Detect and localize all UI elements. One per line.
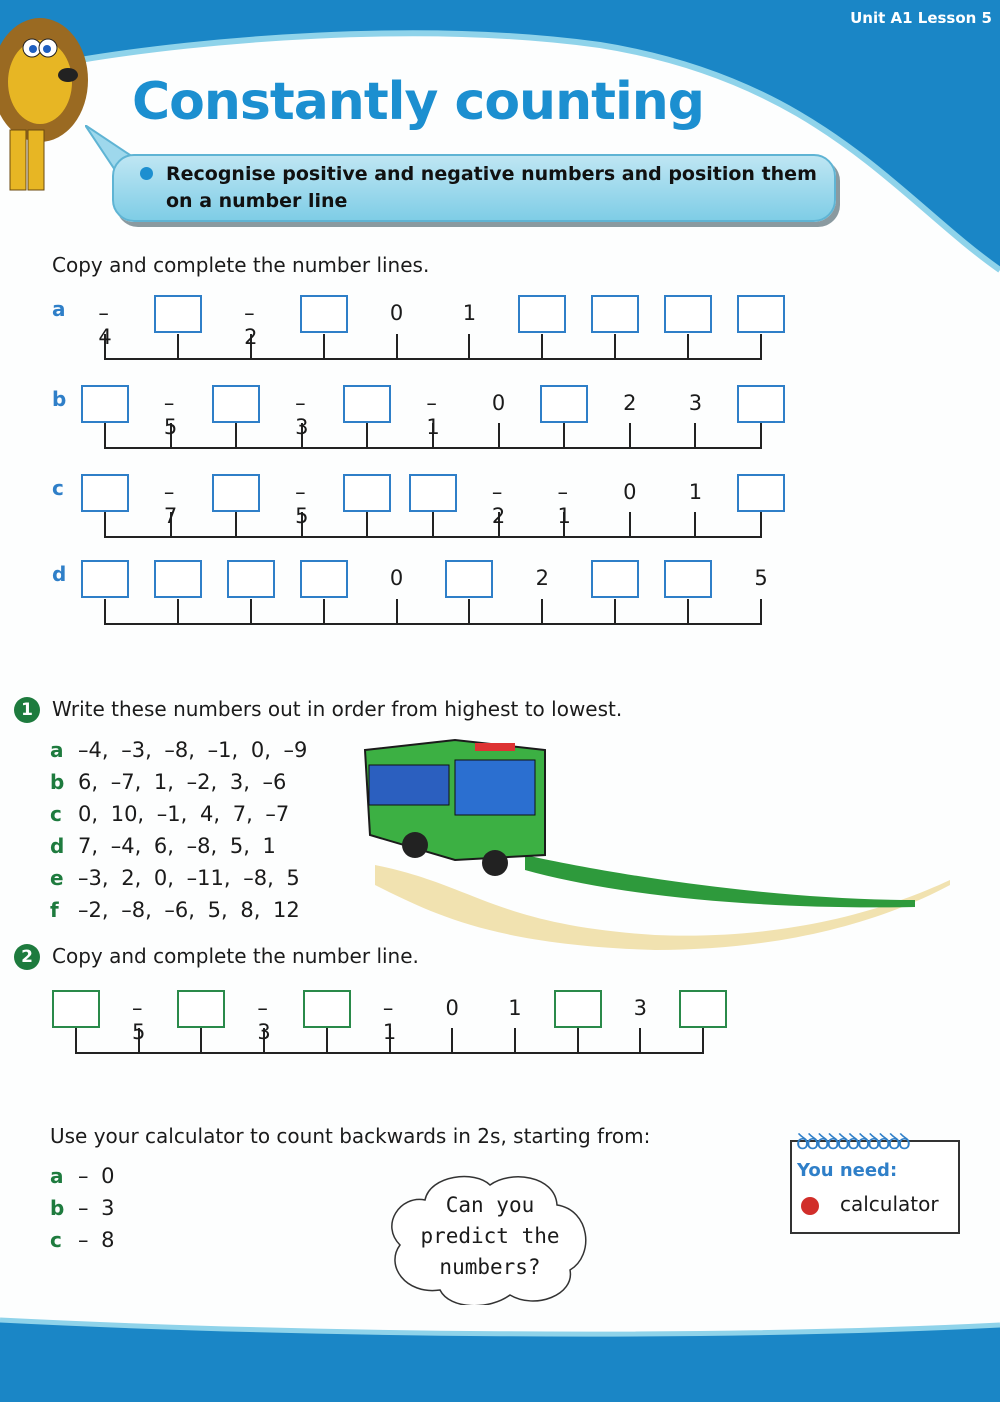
answer-box (664, 295, 712, 333)
answer-box (591, 295, 639, 333)
number-line-tick (760, 512, 762, 538)
item-letter: c (50, 802, 62, 826)
answer-box (81, 560, 129, 598)
number-line-tick (200, 1028, 202, 1054)
answer-box (664, 560, 712, 598)
answer-box (737, 474, 785, 512)
number-line-tick (104, 423, 106, 449)
number-line-tick (541, 334, 543, 360)
answer-box (300, 295, 348, 333)
section1-instruction: Copy and complete the number lines. (52, 253, 430, 277)
number-line-tick (639, 1028, 641, 1054)
answer-box (154, 560, 202, 598)
bullet-icon (140, 167, 153, 180)
tick-label: –5 (295, 480, 309, 528)
answer-box (518, 295, 566, 333)
number-line-tick (541, 599, 543, 625)
number-line-tick (177, 599, 179, 625)
number-line-tick (396, 334, 398, 360)
item-values: –4, –3, –8, –1, 0, –9 (78, 738, 308, 762)
tick-label: 3 (633, 996, 647, 1020)
item-letter: f (50, 898, 59, 922)
answer-box (52, 990, 100, 1028)
line-letter: a (52, 297, 66, 321)
bus-illustration (355, 735, 955, 965)
tick-label: 5 (754, 566, 768, 590)
number-line-base (104, 623, 762, 625)
number-line-tick (629, 512, 631, 538)
number-line-tick (468, 599, 470, 625)
number-line-tick (235, 423, 237, 449)
number-line-tick (687, 334, 689, 360)
tick-label: –3 (257, 996, 271, 1044)
line-letter: b (52, 387, 67, 411)
objective-text: Recognise positive and negative numbers and position them on a number line (166, 163, 817, 212)
item-value: – 0 (78, 1164, 115, 1188)
number-line-tick (760, 423, 762, 449)
number-line-tick (177, 334, 179, 360)
cloud-text (385, 1190, 595, 1283)
item-values: 0, 10, –1, 4, 7, –7 (78, 802, 290, 826)
item-letter: c (50, 1228, 62, 1252)
number-line-tick (468, 334, 470, 360)
footer-wave (0, 1300, 1000, 1402)
list-item (50, 1160, 115, 1192)
number-line-tick (694, 512, 696, 538)
item-letter: a (50, 1164, 64, 1188)
answer-box (300, 560, 348, 598)
cloud-line: predict the (420, 1224, 560, 1248)
list-item (50, 798, 307, 830)
number-line-tick (760, 599, 762, 625)
objective-bubble (112, 154, 836, 222)
number-line-tick (687, 599, 689, 625)
item-values: 7, –4, 6, –8, 5, 1 (78, 834, 276, 858)
tick-label: 2 (623, 391, 637, 415)
number-line-tick (577, 1028, 579, 1054)
spiral-binding-icon: ꝺꝺꝺꝺꝺꝺꝺꝺꝺꝺꝺ (796, 1130, 908, 1155)
number-line-tick (629, 423, 631, 449)
tick-label: 0 (389, 566, 404, 590)
thought-cloud (385, 1170, 595, 1305)
item-value: – 8 (78, 1228, 115, 1252)
calculator-bullet-icon (801, 1197, 819, 1215)
cloud-line: Can you (445, 1193, 535, 1217)
item-letter: b (50, 1196, 65, 1220)
answer-box (554, 990, 602, 1028)
answer-box (212, 474, 260, 512)
item-value: – 3 (78, 1196, 115, 1220)
number-line-tick (694, 423, 696, 449)
answer-box (445, 560, 493, 598)
number-line-tick (75, 1028, 77, 1054)
number-line-tick (366, 512, 368, 538)
answer-box (343, 474, 391, 512)
list-item (50, 830, 307, 862)
number-line-tick (104, 599, 106, 625)
number-line-tick (614, 334, 616, 360)
answer-box (303, 990, 351, 1028)
answer-box (737, 295, 785, 333)
number-line-base (104, 358, 762, 360)
tick-label: 1 (462, 301, 477, 325)
number-line-tick (498, 423, 500, 449)
list-item (50, 862, 307, 894)
q1-list (50, 734, 307, 926)
tick-label: –1 (557, 480, 571, 528)
tick-label: –5 (132, 996, 146, 1044)
number-line-tick (250, 599, 252, 625)
line-letter: c (52, 476, 64, 500)
list-item (50, 734, 307, 766)
section3-instruction: Use your calculator to count backwards in 2s, starting from: (50, 1124, 651, 1148)
number-line-tick (614, 599, 616, 625)
number-line-tick (104, 512, 106, 538)
tick-label: –5 (163, 391, 178, 439)
tick-label: –2 (491, 480, 506, 528)
number-line-tick (235, 512, 237, 538)
list-item (50, 894, 307, 926)
answer-box (227, 560, 275, 598)
number-line-tick (323, 334, 325, 360)
number-line-tick (432, 512, 434, 538)
tick-label: 0 (445, 996, 459, 1020)
tick-label: 1 (688, 480, 703, 504)
q1-instruction: Write these numbers out in order from highest to lowest. (52, 697, 623, 721)
item-values: –3, 2, 0, –11, –8, 5 (78, 866, 300, 890)
number-line-tick (323, 599, 325, 625)
unit-lesson-label: Unit A1 Lesson 5 (850, 9, 992, 27)
you-need-item: calculator (840, 1192, 939, 1216)
answer-box (591, 560, 639, 598)
tick-label: 3 (688, 391, 703, 415)
page-title: Constantly counting (132, 72, 705, 132)
answer-box (212, 385, 260, 423)
tick-label: –1 (382, 996, 397, 1044)
answer-box (409, 474, 457, 512)
tick-label: –7 (163, 480, 178, 528)
section3-list (50, 1160, 115, 1256)
tick-label: –2 (244, 301, 258, 349)
cloud-line: numbers? (439, 1255, 541, 1279)
you-need-title: You need: (797, 1160, 898, 1181)
item-letter: a (50, 738, 64, 762)
answer-box (81, 385, 129, 423)
item-values: –2, –8, –6, 5, 8, 12 (78, 898, 300, 922)
you-need-card (790, 1130, 960, 1234)
tick-label: 0 (389, 301, 404, 325)
tick-label: 2 (535, 566, 550, 590)
answer-box (81, 474, 129, 512)
tick-label: –3 (295, 391, 309, 439)
question-number-1: 1 (14, 697, 40, 723)
answer-box (679, 990, 727, 1028)
number-line-tick (326, 1028, 328, 1054)
answer-box (540, 385, 588, 423)
number-line-tick (366, 423, 368, 449)
answer-box (154, 295, 202, 333)
tick-label: –4 (98, 301, 112, 349)
tick-label: 0 (623, 480, 637, 504)
tick-label: 0 (491, 391, 506, 415)
list-item (50, 1224, 115, 1256)
item-letter: e (50, 866, 64, 890)
answer-box (343, 385, 391, 423)
q2-instruction: Copy and complete the number line. (52, 944, 419, 968)
number-line-tick (563, 423, 565, 449)
number-line-tick (760, 334, 762, 360)
question-number-2: 2 (14, 944, 40, 970)
tick-label: –1 (426, 391, 440, 439)
item-letter: b (50, 770, 65, 794)
item-values: 6, –7, 1, –2, 3, –6 (78, 770, 287, 794)
number-line-tick (396, 599, 398, 625)
number-line-tick (514, 1028, 516, 1054)
answer-box (737, 385, 785, 423)
number-line-tick (702, 1028, 704, 1054)
item-letter: d (50, 834, 65, 858)
list-item (50, 766, 307, 798)
line-letter: d (52, 562, 67, 586)
answer-box (177, 990, 225, 1028)
tick-label: 1 (508, 996, 522, 1020)
list-item (50, 1192, 115, 1224)
number-line-tick (451, 1028, 453, 1054)
